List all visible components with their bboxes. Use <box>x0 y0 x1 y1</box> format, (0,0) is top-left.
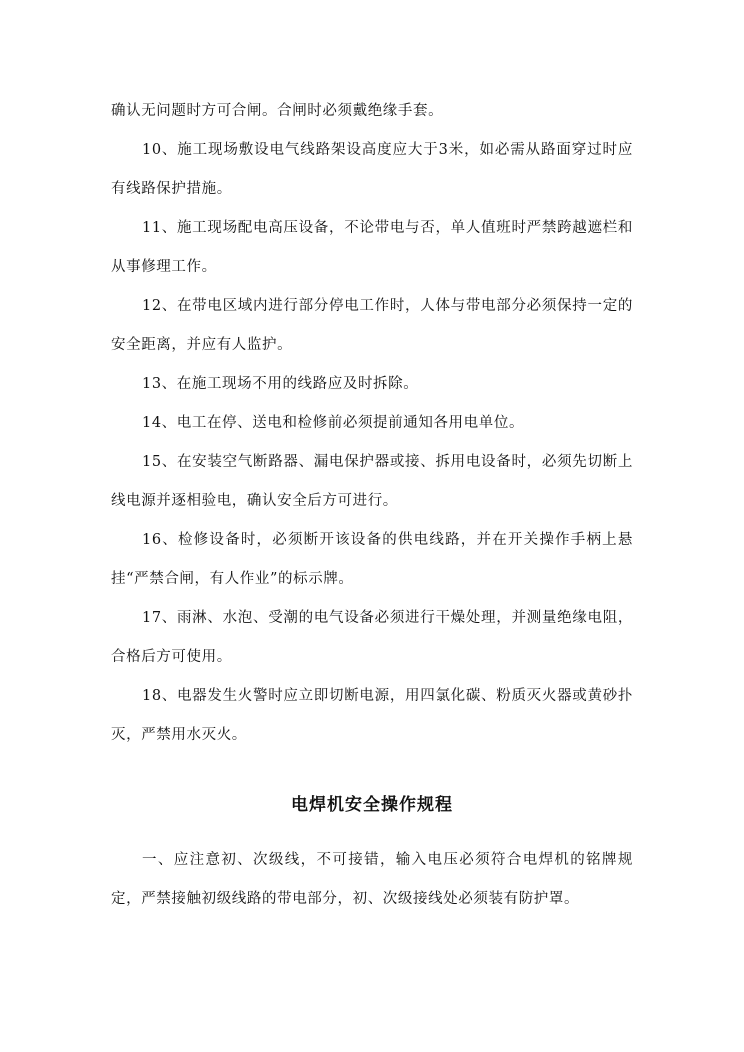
paragraph-rule-12: 12、在带电区域内进行部分停电工作时，人体与带电部分必须保持一定的安全距离，并应有人监护。 <box>111 298 633 353</box>
paragraph-rule-13: 13、在施工现场不用的线路应及时拆除。 <box>142 376 419 392</box>
paragraph-continuation: 确认无问题时方可合闸。合闸时必须戴绝缘手套。 <box>111 103 444 119</box>
paragraph-rule-14: 14、电工在停、送电和检修前必须提前通知各用电单位。 <box>142 415 525 431</box>
section-title: 电焊机安全操作规程 <box>291 795 453 815</box>
paragraph-rule-17: 17、雨淋、水泡、受潮的电气设备必须进行干燥处理，并测量绝缘电阻，合格后方可使用。 <box>111 610 633 665</box>
document-body <box>111 92 633 919</box>
paragraph-welder-rule-1: 一、应注意初、次级线，不可接错，输入电压必须符合电焊机的铭牌规定，严禁接触初级线路的带电部分，初、次级接线处必须装有防护罩。 <box>111 852 633 907</box>
paragraph-rule-16: 16、检修设备时，必须断开该设备的供电线路，并在开关操作手柄上悬挂“严禁合闸，有人作业”的标示牌。 <box>111 532 633 587</box>
paragraph-rule-15: 15、在安装空气断路器、漏电保护器或接、拆用电设备时，必须先切断上线电源并逐相验电，确认安全后方可进行。 <box>111 454 633 509</box>
paragraph-rule-11: 11、施工现场配电高压设备，不论带电与否，单人值班时严禁跨越遮栏和从事修理工作。 <box>111 220 633 275</box>
paragraph-rule-18: 18、电器发生火警时应立即切断电源，用四氯化碳、粉质灭火器或黄砂扑灭，严禁用水灭火。 <box>111 688 633 743</box>
paragraph-rule-10: 10、施工现场敷设电气线路架设高度应大于3米，如必需从路面穿过时应有线路保护措施。 <box>111 142 633 197</box>
